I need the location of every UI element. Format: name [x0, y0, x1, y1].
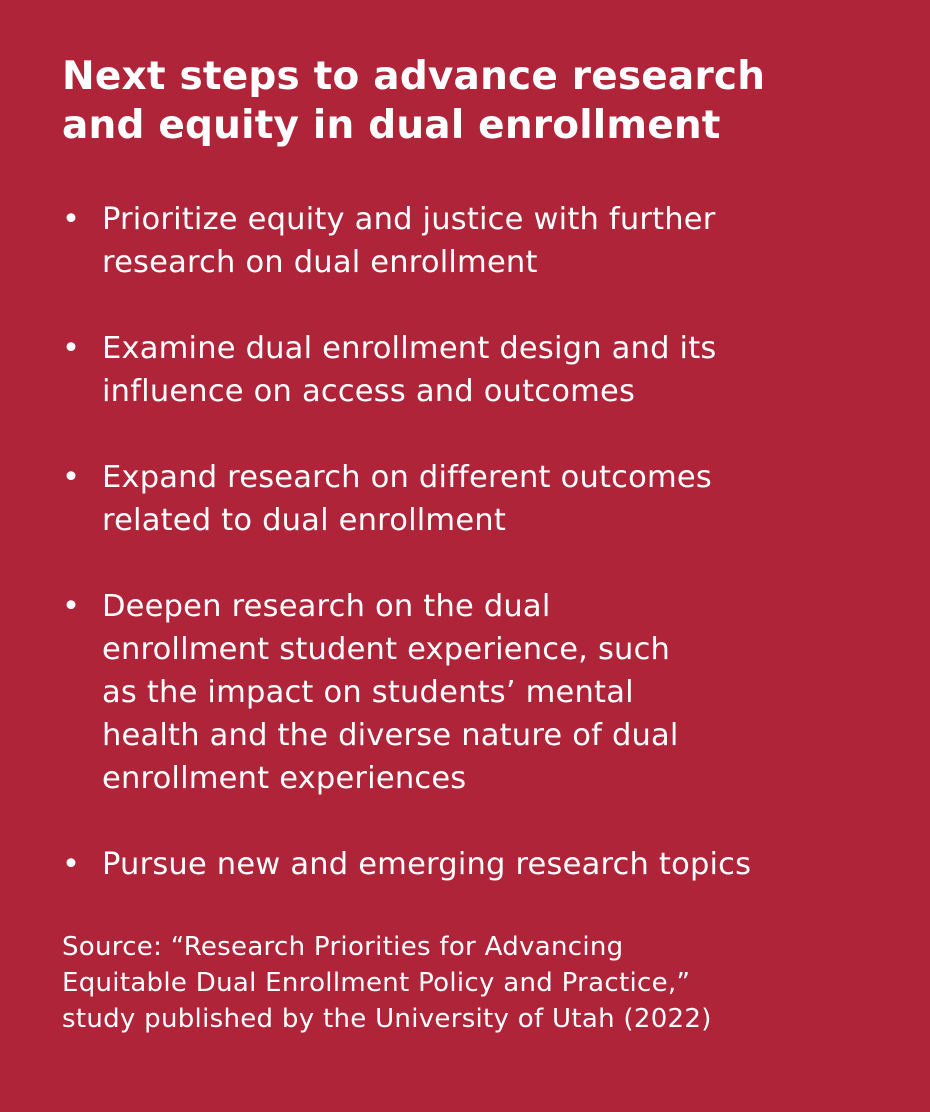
list-item-text: as the impact on students’ mental — [102, 675, 634, 710]
bullet-icon: • — [62, 202, 81, 237]
list-item-text: influence on access and outcomes — [102, 374, 636, 409]
title-line: Next steps to advance research — [62, 54, 766, 99]
list-item — [62, 843, 870, 886]
list-item-text: Prioritize equity and justice with further — [102, 202, 716, 237]
source-line: Source: “Research Priorities for Advancing — [62, 932, 624, 962]
source-line: study published by the University of Utah (2022) — [62, 1004, 712, 1034]
list-item — [62, 585, 870, 800]
list-item-text: Pursue new and emerging research topics — [102, 847, 752, 882]
page-title — [62, 52, 870, 150]
bullet-icon: • — [62, 460, 81, 495]
bullet-icon: • — [62, 331, 81, 366]
list-item-text: related to dual enrollment — [102, 503, 506, 538]
bullet-icon: • — [62, 847, 81, 882]
list-item-text: enrollment student experience, such — [102, 632, 671, 667]
bullet-icon: • — [62, 589, 81, 624]
next-steps-list — [62, 198, 870, 886]
source-line: Equitable Dual Enrollment Policy and Practice,” — [62, 968, 691, 998]
list-item-text: enrollment experiences — [102, 761, 467, 796]
list-item — [62, 327, 870, 413]
title-line: and equity in dual enrollment — [62, 103, 721, 148]
source-citation — [62, 929, 870, 1037]
list-item-text: health and the diverse nature of dual — [102, 718, 679, 753]
list-item — [62, 456, 870, 542]
list-item-text: research on dual enrollment — [102, 245, 538, 280]
list-item — [62, 198, 870, 284]
list-item-text: Expand research on different outcomes — [102, 460, 712, 495]
list-item-text: Examine dual enrollment design and its — [102, 331, 717, 366]
list-item-text: Deepen research on the dual — [102, 589, 551, 624]
